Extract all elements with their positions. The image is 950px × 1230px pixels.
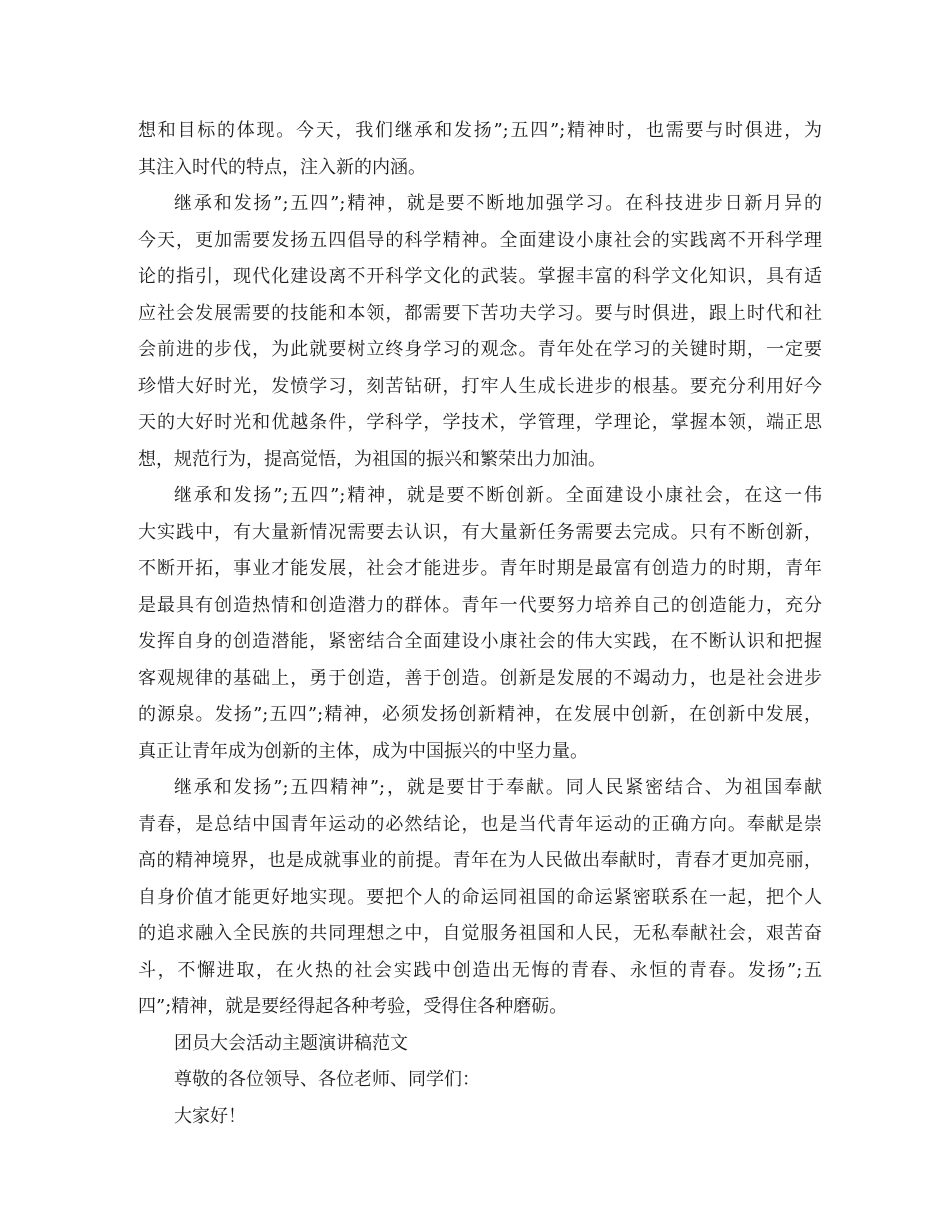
text-line: 继承和发扬”;五四”;精神，就是要不断地加强学习。在科技进步日新月异的 bbox=[174, 193, 822, 214]
text-line: 客观规律的基础上，勇于创造，善于创造。创新是发展的不竭动力，也是社会进步 bbox=[138, 667, 822, 689]
text-line: 四”;精神，就是要经得起各种考验，受得住各种磨砺。 bbox=[138, 996, 568, 1017]
text-line: 今天，更加需要发扬五四倡导的科学精神。全面建设小康社会的实践离不开科学理 bbox=[138, 229, 822, 251]
text-line: 大实践中，有大量新情况需要去认识，有大量新任务需要去完成。只有不断创新， bbox=[138, 521, 822, 543]
paragraph-continuation bbox=[138, 113, 822, 186]
text-line: 珍惜大好时光，发愤学习，刻苦钻研，打牢人生成长进步的根基。要充分利用好今 bbox=[138, 375, 822, 397]
text-line: 继承和发扬”;五四”;精神，就是要不断创新。全面建设小康社会，在这一伟 bbox=[174, 485, 822, 506]
text-line: 不断开拓，事业才能发展，社会才能进步。青年时期是最富有创造力的时期，青年 bbox=[138, 558, 822, 579]
text-line: 尊敬的各位领导、各位老师、同学们： bbox=[174, 1069, 480, 1090]
text-line: 天的大好时光和优越条件，学科学，学技术，学管理，学理论，掌握本领，端正思 bbox=[138, 412, 822, 433]
text-line: 团员大会活动主题演讲稿范文 bbox=[174, 1032, 408, 1054]
section-heading bbox=[138, 1026, 822, 1063]
text-line: 斗，不懈进取，在火热的社会实践中创造出无悔的青春、永恒的青春。发扬”;五 bbox=[138, 959, 822, 981]
text-line: 高的精神境界，也是成就事业的前提。青年在为人民做出奉献时，青春才更加亮丽， bbox=[138, 850, 822, 871]
text-line: 的追求融入全民族的共同理想之中，自觉服务祖国和人民，无私奉献社会，艰苦奋 bbox=[138, 923, 822, 944]
text-line: 应社会发展需要的技能和本领，都需要下苦功夫学习。要与时俱进，跟上时代和社 bbox=[138, 302, 822, 324]
text-line: 大家好！ bbox=[174, 1105, 246, 1127]
text-line: 真正让青年成为创新的主体，成为中国振兴的中坚力量。 bbox=[138, 740, 588, 762]
text-line: 是最具有创造热情和创造潜力的群体。青年一代要努力培养自己的创造能力，充分 bbox=[138, 594, 822, 616]
paragraph-learning bbox=[138, 186, 822, 478]
text-line: 青春，是总结中国青年运动的必然结论，也是当代青年运动的正确方向。奉献是崇 bbox=[138, 813, 822, 835]
text-line: 的源泉。发扬”;五四”;精神，必须发扬创新精神，在发展中创新，在创新中发展， bbox=[138, 704, 822, 725]
document-body bbox=[138, 113, 822, 1135]
text-line: 自身价值才能更好地实现。要把个人的命运同祖国的命运紧密联系在一起，把个人 bbox=[138, 886, 822, 908]
salutation bbox=[138, 1062, 822, 1099]
text-line: 想，规范行为，提高觉悟，为祖国的振兴和繁荣出力加油。 bbox=[138, 448, 606, 470]
paragraph-innovation bbox=[138, 478, 822, 770]
text-line: 论的指引，现代化建设离不开科学文化的武装。掌握丰富的科学文化知识，具有适 bbox=[138, 266, 822, 287]
text-line: 会前进的步伐，为此就要树立终身学习的观念。青年处在学习的关键时期，一定要 bbox=[138, 339, 822, 360]
text-line: 想和目标的体现。今天，我们继承和发扬”;五四”;精神时，也需要与时俱进，为 bbox=[138, 120, 822, 141]
greeting bbox=[138, 1099, 822, 1136]
paragraph-dedication bbox=[138, 770, 822, 1026]
text-line: 其注入时代的特点，注入新的内涵。 bbox=[138, 156, 426, 178]
text-line: 发挥自身的创造潜能，紧密结合全面建设小康社会的伟大实践，在不断认识和把握 bbox=[138, 631, 822, 652]
text-line: 继承和发扬”;五四精神”;，就是要甘于奉献。同人民紧密结合、为祖国奉献 bbox=[174, 777, 822, 798]
